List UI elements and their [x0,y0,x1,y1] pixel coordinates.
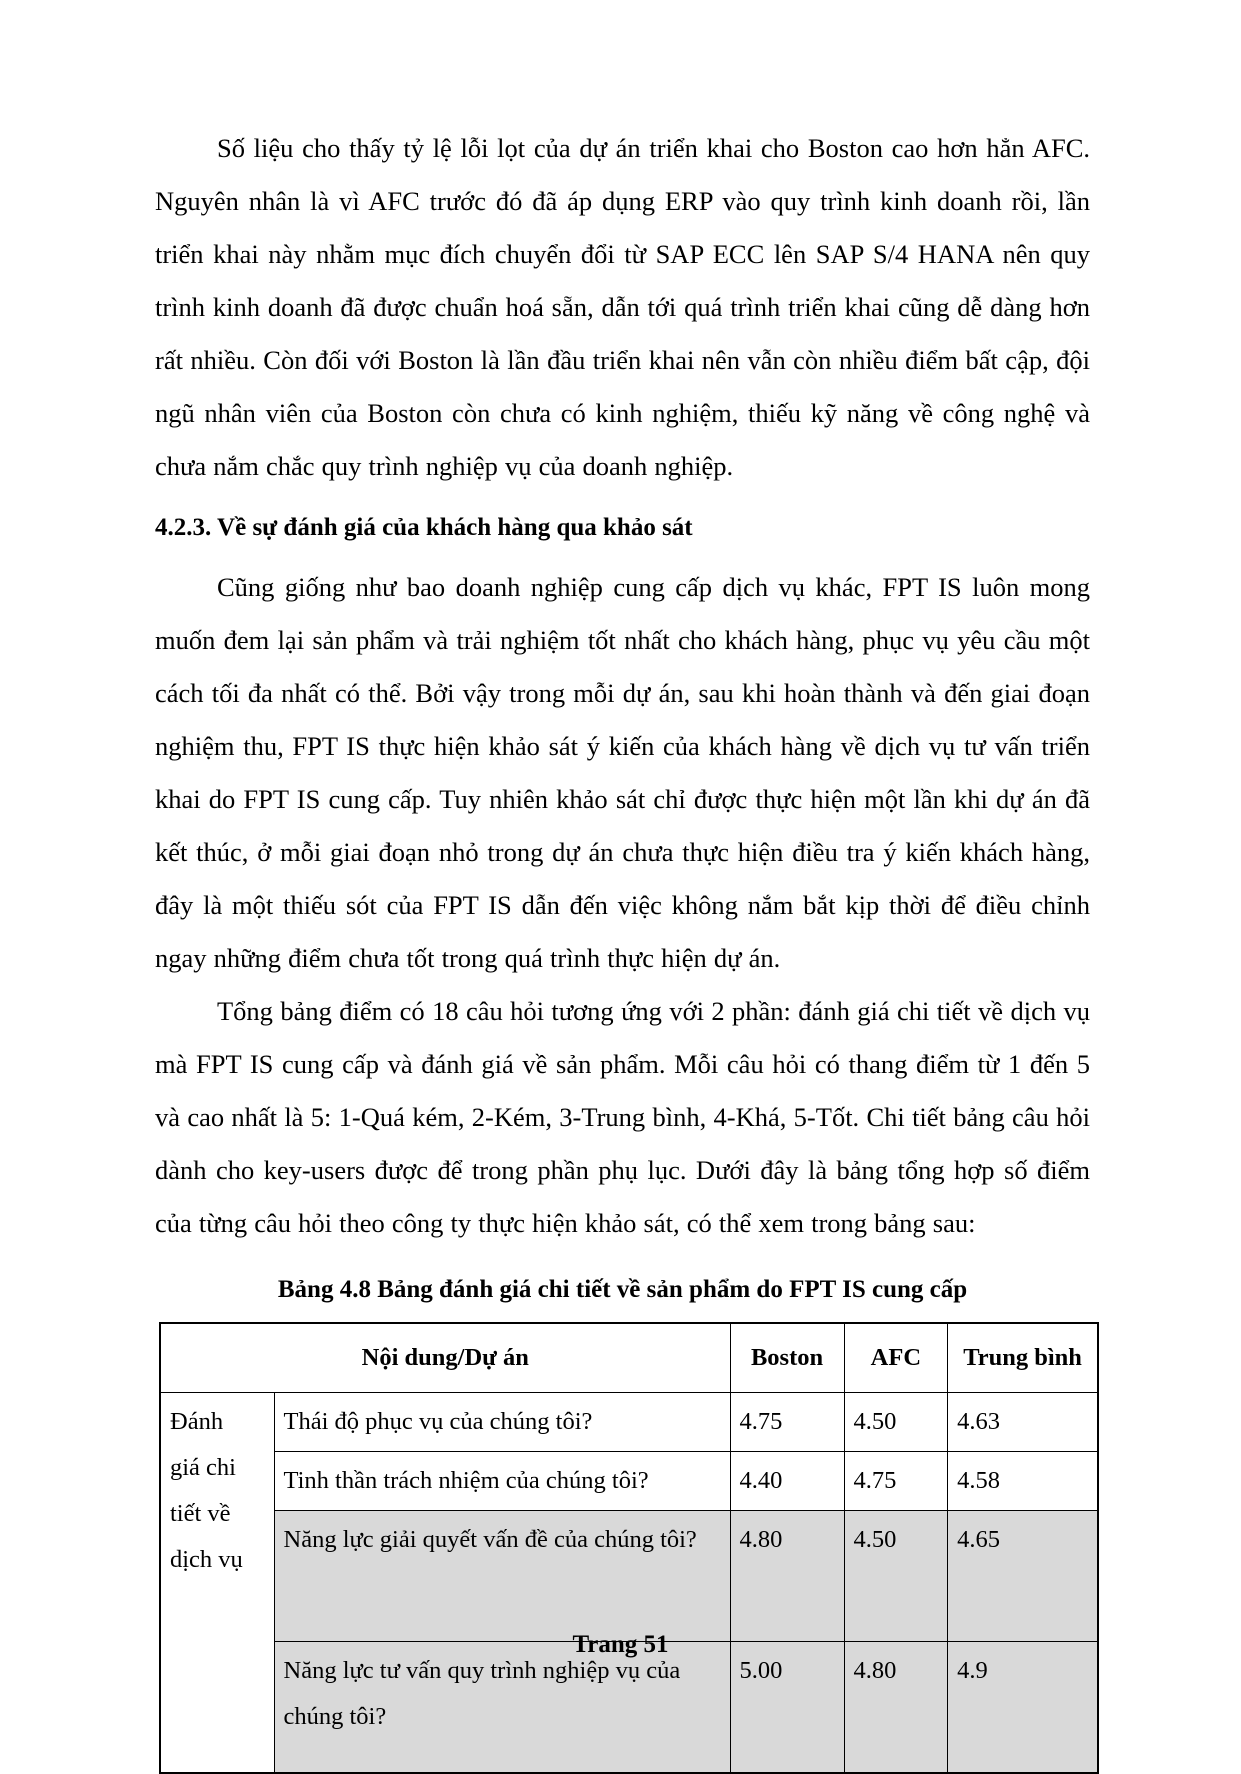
afc-score-cell: 4.50 [844,1511,948,1642]
question-cell: Tinh thần trách nhiệm của chúng tôi? [274,1452,730,1511]
page-footer: Trang 51 [572,1631,669,1658]
table-caption: Bảng 4.8 Bảng đánh giá chi tiết về sản phẩm do FPT IS cung cấp [277,1276,968,1303]
paragraph-3: Tổng bảng điểm có 18 câu hỏi tương ứng với 2 phần: đánh giá chi tiết về dịch vụ mà FPT IS cung cấp và đánh giá về sản phẩm. Mỗi câu hỏi có thang điểm từ 1 đến 5 và cao nhất là 5: 1-Quá kém, 2-Kém, 3-Trung bình, 4-Khá, 5-Tốt. Chi tiết bảng câu hỏi dành cho key-users được để trong phần phụ lục. Dưới đây là bảng tổng hợp số điểm của từng câu hỏi theo công ty thực hiện khảo sát, có thể xem trong bảng sau: [155,996,1090,1238]
table-row [160,1393,1098,1452]
column-header-boston: Boston [730,1323,844,1393]
boston-score-cell: 4.40 [730,1452,844,1511]
paragraph-2: Cũng giống như bao doanh nghiệp cung cấp dịch vụ khác, FPT IS luôn mong muốn đem lại sản phẩm và trải nghiệm tốt nhất cho khách hàng, phục vụ yêu cầu một cách tối đa nhất có thể. Bởi vậy trong mỗi dự án, sau khi hoàn thành và đến giai đoạn nghiệm thu, FPT IS thực hiện khảo sát ý kiến của khách hàng về dịch vụ tư vấn triển khai do FPT IS cung cấp. Tuy nhiên khảo sát chỉ được thực hiện một lần khi dự án đã kết thúc, ở mỗi giai đoạn nhỏ trong dự án chưa thực hiện điều tra ý kiến khách hàng, đây là một thiếu sót của FPT IS dẫn đến việc không nắm bắt kịp thời để điều chỉnh ngay những điểm chưa tốt trong quá trình thực hiện dự án. [155,572,1090,973]
boston-score-cell: 4.75 [730,1393,844,1452]
question-cell: Thái độ phục vụ của chúng tôi? [274,1393,730,1452]
category-line-2: giá chi [170,1454,236,1481]
boston-score-cell: 5.00 [730,1642,844,1774]
category-line-3: tiết về [170,1500,231,1527]
afc-score-cell: 4.80 [844,1642,948,1774]
page-content [155,122,1090,1774]
column-header-afc: AFC [844,1323,948,1393]
afc-score-cell: 4.50 [844,1393,948,1452]
column-header-average: Trung bình [948,1323,1098,1393]
category-line-4: dịch vụ [170,1546,243,1573]
question-cell: Năng lực tư vấn quy trình nghiệp vụ của chúng tôi? [274,1642,730,1774]
average-score-cell: 4.58 [948,1452,1098,1511]
category-line-1: Đánh [170,1408,224,1435]
average-score-cell: 4.63 [948,1393,1098,1452]
table-row [160,1452,1098,1511]
column-header-content: Nội dung/Dự án [160,1323,730,1393]
average-score-cell: 4.65 [948,1511,1098,1642]
afc-score-cell: 4.75 [844,1452,948,1511]
table-row [160,1511,1098,1642]
question-cell: Năng lực giải quyết vấn đề của chúng tôi? [274,1511,730,1642]
survey-results-table [159,1322,1099,1774]
paragraph-1: Số liệu cho thấy tỷ lệ lỗi lọt của dự án triển khai cho Boston cao hơn hẳn AFC. Nguyên nhân là vì AFC trước đó đã áp dụng ERP vào quy trình kinh doanh rồi, lần triển khai này nhằm mục đích chuyển đổi từ SAP ECC lên SAP S/4 HANA nên quy trình kinh doanh đã được chuẩn hoá sẵn, dẫn tới quá trình triển khai cũng dễ dàng hơn rất nhiều. Còn đối với Boston là lần đầu triển khai nên vẫn còn nhiều điểm bất cập, đội ngũ nhân viên của Boston còn chưa có kinh nghiệm, thiếu kỹ năng về công nghệ và chưa nắm chắc quy trình nghiệp vụ của doanh nghiệp. [155,133,1090,481]
section-heading-4-2-3: 4.2.3. Về sự đánh giá của khách hàng qua khảo sát [155,514,693,541]
average-score-cell: 4.9 [948,1642,1098,1774]
table-row [160,1642,1098,1774]
boston-score-cell: 4.80 [730,1511,844,1642]
category-cell-service [160,1393,274,1774]
table-header-row [160,1323,1098,1393]
